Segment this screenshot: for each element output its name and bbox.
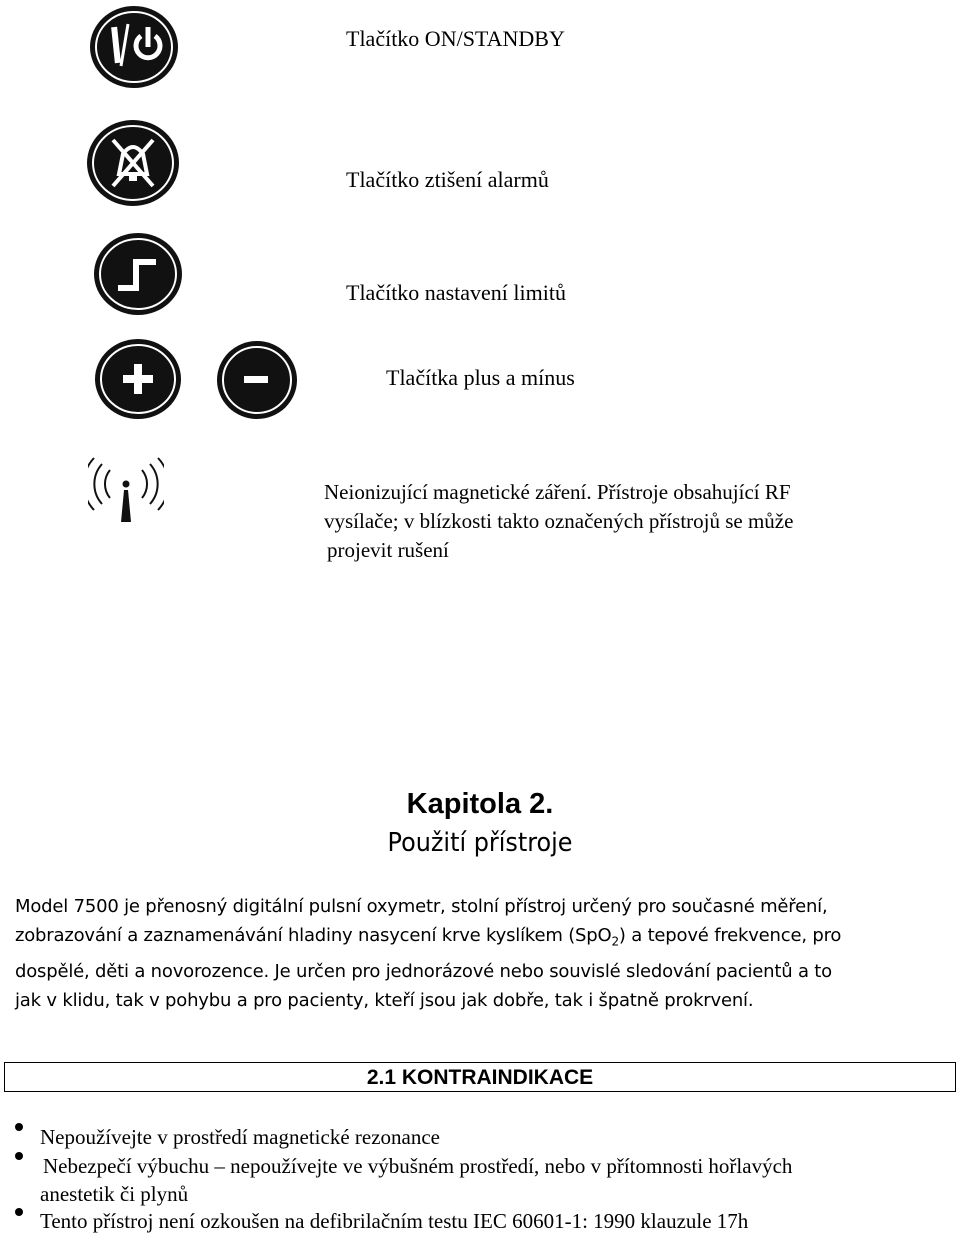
intro-paragraph [15, 892, 950, 1015]
intro-line: Model 7500 je přenosný digitální pulsní oxymetr, stolní přístroj určený pro současné měření, [15, 896, 828, 917]
chapter-number: Kapitola 2. [406, 788, 554, 820]
chapter-title: Použití přístroje [387, 828, 573, 858]
contraindication-item: anestetik či plynů [40, 1182, 189, 1206]
bullet-dot [15, 1123, 23, 1131]
alarm-silence-icon [83, 116, 183, 210]
rf-warning-text [324, 478, 793, 565]
contraindication-item: Nebezpečí výbuchu – nepoužívejte ve výbušném prostředí, nebo v přítomnosti hořlavých [43, 1154, 793, 1178]
limit-setting-icon [90, 230, 186, 318]
rf-warning-line: projevit rušení [327, 538, 449, 562]
limit-setting-label: Tlačítko nastavení limitů [346, 280, 566, 305]
bullet-dot [15, 1152, 23, 1160]
intro-line: dospělé, děti a novorozence. Je určen pro jednorázové nebo souvislé sledování pacientů a to [15, 960, 832, 982]
intro-line: jak v klidu, tak v pohybu a pro pacienty, kteří jsou jak dobře, tak i špatně prokrvení. [15, 989, 754, 1011]
spo2-subscript: 2 [611, 934, 619, 949]
non-ionizing-radiation-icon [88, 456, 164, 526]
plus-icon [92, 336, 184, 422]
rf-warning-line: vysílače; v blízkosti takto označených přístrojů se může [324, 509, 794, 533]
intro-line-part: zobrazování a zaznamenávání hladiny nasycení krve kyslíkem (SpO [15, 925, 612, 946]
power-standby-label: Tlačítko ON/STANDBY [346, 26, 565, 51]
power-standby-icon [86, 2, 182, 92]
plus-minus-label: Tlačítka plus a mínus [386, 365, 575, 390]
minus-icon [214, 338, 300, 422]
rf-warning-line: Neionizující magnetické záření. Přístroje obsahující RF [324, 480, 791, 504]
alarm-silence-label: Tlačítko ztišení alarmů [346, 167, 549, 192]
bullet-dot [15, 1208, 23, 1216]
plus-minus-icons [92, 336, 304, 424]
intro-line [15, 921, 950, 957]
intro-line-part: ) a tepové frekvence, pro [618, 925, 842, 946]
contraindication-item: Tento přístroj není ozkoušen na defibrilačním testu IEC 60601-1: 1990 klauzule 17h [40, 1209, 749, 1233]
contraindication-item: Nepoužívejte v prostředí magnetické rezonance [40, 1125, 440, 1149]
contraindications-heading: 2.1 KONTRAINDIKACE [4, 1062, 956, 1092]
